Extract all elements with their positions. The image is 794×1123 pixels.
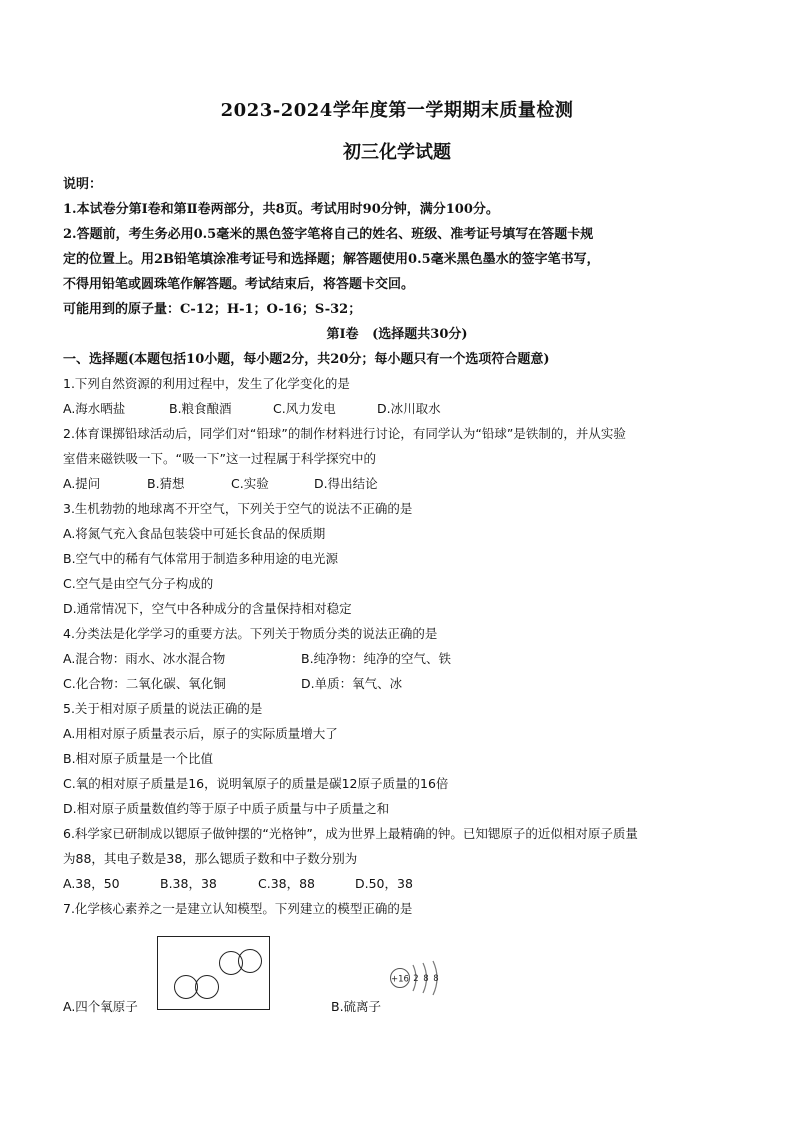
q3-option-b: B.空气中的稀有气体常用于制造多种用途的电光源 [63,551,339,566]
q1-option-d: D.冰川取水 [377,401,441,416]
q1-option-c: C.风力发电 [273,401,336,416]
note-2-line2: 定的位置上。用2B铅笔填涂准考证号和选择题；解答题使用0.5毫米黑色墨水的签字笔书写， [63,252,600,267]
q2-stem-line1: 2.体育课掷铅球活动后，同学们对“铅球”的制作材料进行讨论，有同学认为“铅球”是铁制的，并从实验 [63,426,626,441]
q5-stem: 5.关于相对原子质量的说法正确的是 [63,701,263,716]
atomic-masses: 可能用到的原子量：C-12；H-1；O-16；S-32； [63,302,362,317]
q6-option-c: C.38，88 [258,876,316,891]
shell-2-electrons: 8 [423,974,429,984]
nucleus-label: +16 [391,974,409,985]
q2-stem-line2: 室借来磁铁吸一下。“吸一下”这一过程属于科学探究中的 [63,451,376,466]
oxygen-atom-circle [195,975,219,999]
note-1: 1.本试卷分第Ⅰ卷和第Ⅱ卷两部分，共8页。考试用时90分钟，满分100分。 [63,202,499,217]
oxygen-atoms-diagram [157,936,270,1010]
q6-stem-line1: 6.科学家已研制成以锶原子做钟摆的“光格钟”，成为世界上最精确的钟。已知锶原子的近似相对原子质量 [63,826,638,841]
q7-option-b: B.硫离子 [331,999,382,1014]
section1-heading: 一、选择题(本题包括10小题，每小题2分，共20分；每小题只有一个选项符合题意) [63,352,550,367]
q1-option-b: B.粮食酿酒 [169,401,232,416]
q6-option-b: B.38，38 [160,876,217,891]
q5-option-b: B.相对原子质量是一个比值 [63,751,214,766]
q2-option-c: C.实验 [231,476,269,491]
exam-subtitle: 初三化学试题 [343,142,451,163]
note-2-line1: 2.答题前，考生务必用0.5毫米的黑色签字笔将自己的姓名、班级、准考证号填写在答题卡规 [63,227,594,242]
shell-3-electrons: 8 [433,974,439,984]
sulfur-ion-structure-diagram [380,955,460,1015]
q5-option-c: C.氧的相对原子质量是16，说明氧原子的质量是碳12原子质量的16倍 [63,776,449,791]
q2-option-d: D.得出结论 [314,476,378,491]
q4-option-d: D.单质：氧气、冰 [301,676,403,691]
q3-stem: 3.生机勃勃的地球离不开空气，下列关于空气的说法不正确的是 [63,501,413,516]
note-2-line3: 不得用铅笔或圆珠笔作解答题。考试结束后，将答题卡交回。 [63,277,415,292]
exam-title: 2023-2024学年度第一学期期末质量检测 [220,100,574,121]
notes-heading: 说明： [63,177,103,192]
q5-option-d: D.相对原子质量数值约等于原子中质子质量与中子质量之和 [63,801,390,816]
q1-stem: 1.下列自然资源的利用过程中，发生了化学变化的是 [63,376,350,391]
q3-option-a: A.将氮气充入食品包装袋中可延长食品的保质期 [63,526,326,541]
q5-option-a: A.用相对原子质量表示后，原子的实际质量增大了 [63,726,338,741]
oxygen-atom-circle [238,949,262,973]
q2-option-b: B.猜想 [147,476,185,491]
q2-option-a: A.提问 [63,476,101,491]
q1-option-a: A.海水晒盐 [63,401,126,416]
q3-option-c: C.空气是由空气分子构成的 [63,576,214,591]
q6-stem-line2: 为88，其电子数是38，那么锶质子数和中子数分别为 [63,851,358,866]
q6-option-d: D.50，38 [355,876,413,891]
q7-option-a: A.四个氧原子 [63,999,138,1014]
q4-option-a: A.混合物：雨水、冰水混合物 [63,651,226,666]
q7-stem: 7.化学核心素养之一是建立认知模型。下列建立的模型正确的是 [63,901,413,916]
q3-option-d: D.通常情况下，空气中各种成分的含量保持相对稳定 [63,601,352,616]
q6-option-a: A.38，50 [63,876,120,891]
q4-option-b: B.纯净物：纯净的空气、铁 [301,651,452,666]
q4-option-c: C.化合物：二氧化碳、氧化铜 [63,676,226,691]
q4-stem: 4.分类法是化学学习的重要方法。下列关于物质分类的说法正确的是 [63,626,438,641]
part1-header: 第Ⅰ卷 (选择题共30分) [326,327,468,342]
shell-1-electrons: 2 [413,974,419,984]
